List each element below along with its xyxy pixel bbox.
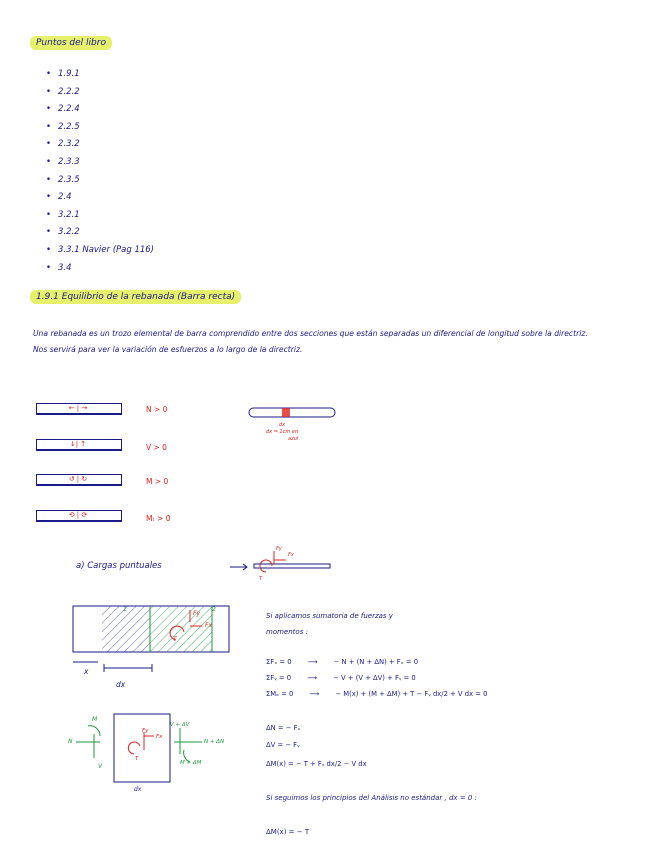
slice-label: dx: [279, 422, 286, 428]
equation-row: [266, 658, 418, 666]
points-list: [46, 66, 154, 277]
result-line: ΔV = − Fᵧ: [266, 741, 300, 749]
fbd-label: M: [92, 716, 98, 723]
load-label: T: [259, 576, 263, 582]
slice-label: dx = 1cm en: [266, 429, 299, 435]
equation-row: [266, 690, 487, 698]
equation-rhs: − N + (N + ΔN) + Fₓ = 0: [333, 658, 419, 666]
sign-label: V > 0: [146, 443, 167, 452]
result-line: ΔM(x) = − T + Fᵧ dx/2 − V dx: [266, 760, 367, 768]
x-label: x: [84, 667, 89, 676]
fbd-label: M + ΔM: [180, 760, 202, 766]
zone-label: 2: [212, 606, 216, 613]
section-title-points: Puntos del libro: [30, 36, 112, 50]
equation-rhs: − M(x) + (M + ΔM) + T − Fᵧ dx/2 + V dx = 0: [335, 690, 488, 698]
equation-row: [266, 674, 416, 682]
definition-paragraph: Una rebanada es un trozo elemental de barra comprendido entre dos secciones que están separadas un diferencial de longitud sobre la directriz. Nos servirá para ver la variación de esfuerzos a lo largo de la directriz.: [33, 329, 588, 354]
fbd-label: V: [98, 763, 103, 770]
slice-diagram: [72, 602, 232, 684]
sign-convention-v: [36, 437, 124, 455]
list-item: • 2.2.5: [46, 119, 154, 137]
arrow-right-icon: [230, 563, 250, 571]
fbd-label: V + ΔV: [170, 722, 190, 728]
sign-convention-mt: [36, 508, 124, 526]
slice-label: azul: [288, 436, 299, 442]
list-item: • 2.2.2: [46, 84, 154, 102]
list-item: • 3.4: [46, 260, 154, 278]
beam-underline: [36, 521, 122, 522]
list-item: • 2.4: [46, 189, 154, 207]
list-item: • 2.2.4: [46, 101, 154, 119]
list-item: • 3.2.2: [46, 224, 154, 242]
summation-intro: momentos :: [266, 628, 308, 636]
list-item: • 3.2.1: [46, 207, 154, 225]
fbd-label: N: [68, 738, 73, 745]
sign-symbol: ↓| ↑: [69, 440, 87, 448]
list-item: • 2.3.5: [46, 172, 154, 190]
summation-intro: Si aplicamos sumatoria de fuerzas y: [266, 612, 393, 620]
force-label: Fx: [205, 622, 213, 629]
equation-lhs: ΣFᵧ = 0: [266, 674, 292, 682]
fbd-label: T: [135, 756, 139, 762]
fbd-label: Fy: [142, 728, 149, 734]
slice-bar-figure: [248, 406, 338, 420]
list-item: • 2.3.2: [46, 136, 154, 154]
force-label: T: [173, 636, 177, 643]
equation-rhs: − V + (V + ΔV) + Fᵧ = 0: [333, 674, 416, 682]
loads-heading: a) Cargas puntuales: [76, 561, 162, 571]
sign-convention-m: [36, 472, 124, 490]
sign-symbol: ← | →: [68, 404, 88, 412]
sign-label: Mₜ > 0: [146, 514, 171, 523]
load-label: Fx: [288, 552, 294, 558]
equation-lhs: ΣMₒ = 0: [266, 690, 294, 698]
list-item: • 3.3.1 Navier (Pag 116): [46, 242, 154, 260]
arrow-right-icon: ⟶: [307, 658, 318, 666]
equation-lhs: ΣFₓ = 0: [266, 658, 292, 666]
force-label: Fy: [193, 610, 201, 617]
arrow-right-icon: ⟶: [309, 690, 320, 698]
beam-underline: [36, 414, 122, 415]
conclusion-text: Si seguimos los principios del Análisis no estándar , dx = 0 :: [266, 794, 477, 802]
sign-symbol: ⟲ | ⟳: [68, 511, 88, 519]
sign-convention-n: [36, 401, 124, 419]
load-label: Fy: [276, 546, 282, 552]
sign-symbol: ↺ | ↻: [68, 475, 88, 483]
list-item: • 2.3.3: [46, 154, 154, 172]
sign-label: M > 0: [146, 477, 169, 486]
list-item: • 1.9.1: [46, 66, 154, 84]
fbd-label: Fx: [156, 734, 163, 740]
arrow-right-icon: ⟶: [307, 674, 317, 682]
sign-label: N > 0: [146, 405, 168, 414]
beam-underline: [36, 450, 122, 451]
fbd-label: N + ΔN: [204, 739, 225, 745]
result-line: ΔN = − Fₓ: [266, 724, 301, 732]
beam-underline: [36, 485, 122, 486]
fbd-label: dx: [134, 786, 142, 793]
dx-label: dx: [116, 680, 126, 689]
section-title-equilibrio: 1.9.1 Equilibrio de la rebanada (Barra recta): [30, 290, 241, 304]
final-result: ΔM(x) = − T: [266, 828, 310, 836]
zone-label: 1: [123, 606, 127, 613]
free-body-diagram: [60, 710, 240, 790]
